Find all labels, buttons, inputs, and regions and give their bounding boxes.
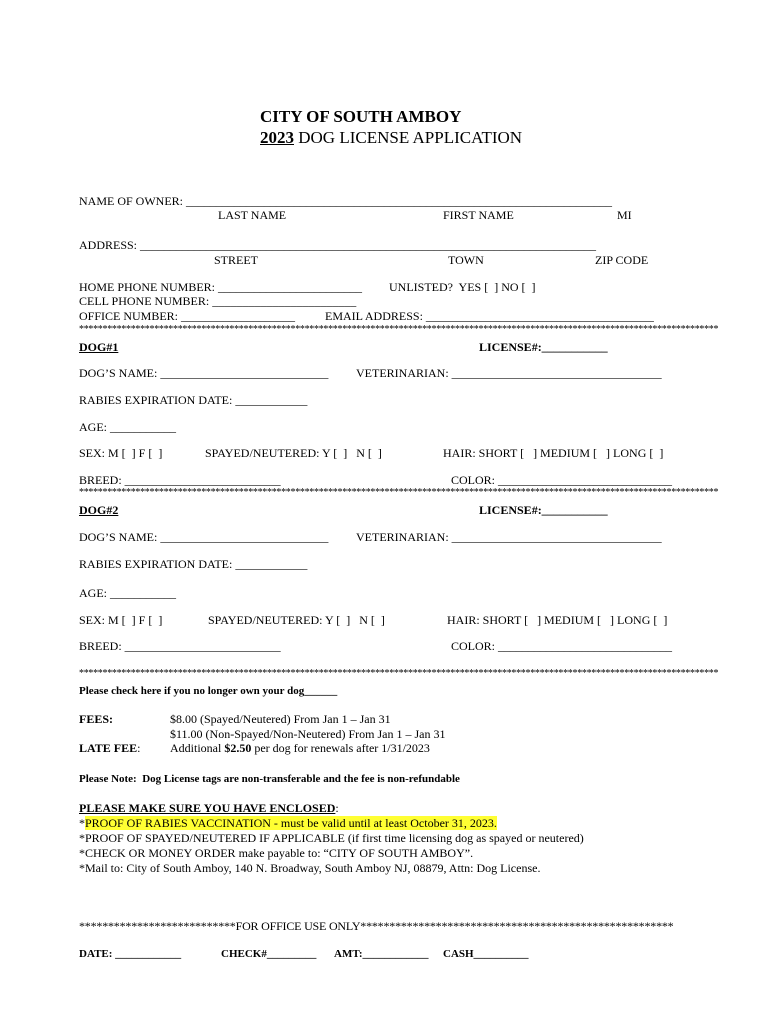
cell-phone-field[interactable]: CELL PHONE NUMBER: ________________________ [79,294,357,308]
home-phone-field[interactable]: HOME PHONE NUMBER: ________________________ [79,280,363,294]
dog2-sex-checkboxes[interactable]: SEX: M [ ] F [ ] [79,613,163,627]
email-field[interactable]: EMAIL ADDRESS: ______________________________________ [325,309,654,323]
dog2-spayed-checkboxes[interactable]: SPAYED/NEUTERED: Y [ ] N [ ] [208,613,385,627]
dog2-hair-checkboxes[interactable]: HAIR: SHORT [ ] MEDIUM [ ] LONG [ ] [447,613,668,627]
dog1-spayed-checkboxes[interactable]: SPAYED/NEUTERED: Y [ ] N [ ] [205,446,382,460]
separator-2: **************************************************************************************************************************************** [79,488,719,498]
late-fee-colon: : [137,741,141,755]
late-fee-amount: $2.50 [224,741,252,755]
sub-town: TOWN [448,253,484,267]
dog2-name-field[interactable]: DOG’S NAME: ____________________________ [79,530,329,544]
late-fee-label [79,741,140,755]
dog2-rabies-field[interactable]: RABIES EXPIRATION DATE: ____________ [79,557,308,571]
fee-non-spayed: $11.00 (Non-Spayed/Non-Neutered) From Jan 1 – Jan 31 [170,727,446,741]
sub-zip: ZIP CODE [595,253,649,267]
sub-mi: MI [617,208,632,222]
dog1-name-field[interactable]: DOG’S NAME: ____________________________ [79,366,329,380]
enclosed-item-spayed: *PROOF OF SPAYED/NEUTERED IF APPLICABLE (if first time licensing dog as spayed or neutered) [79,831,584,845]
sub-street: STREET [214,253,258,267]
license-year: 2023 [260,128,294,147]
dog1-breed-field[interactable]: BREED: __________________________ [79,473,281,487]
sub-last-name: LAST NAME [218,208,287,222]
dog1-age-field[interactable]: AGE: ___________ [79,420,176,434]
dog2-vet-field[interactable]: VETERINARIAN: ___________________________________ [356,530,662,544]
enclosed-heading [79,801,339,815]
dog2-breed-field[interactable]: BREED: __________________________ [79,639,281,653]
late-fee-pre: Additional [170,741,225,755]
office-amt-field[interactable]: AMT:____________ [334,948,429,960]
fees-label: FEES: [79,712,114,726]
enclosed-item-rabies [79,816,497,830]
dog2-heading: DOG#2 [79,503,119,517]
fee-spayed: $8.00 (Spayed/Neutered) From Jan 1 – Jan 31 [170,712,391,726]
dog1-hair-checkboxes[interactable]: HAIR: SHORT [ ] MEDIUM [ ] LONG [ ] [443,446,664,460]
dog1-color-field[interactable]: COLOR: _____________________________ [451,473,673,487]
office-cash-field[interactable]: CASH__________ [443,948,529,960]
office-check-field[interactable]: CHECK#_________ [221,948,317,960]
office-use-banner: ***************************FOR OFFICE USE ONLY****************************************************** [79,919,674,933]
dog1-vet-field[interactable]: VETERINARIAN: ___________________________________ [356,366,662,380]
document-title: CITY OF SOUTH AMBOY [260,107,462,126]
office-date-field[interactable]: DATE: ____________ [79,948,182,960]
sub-first-name: FIRST NAME [443,208,514,222]
dog2-color-field[interactable]: COLOR: _____________________________ [451,639,673,653]
late-fee-post: per dog for renewals after 1/31/2023 [251,741,430,755]
address-field[interactable]: ADDRESS: ____________________________________________________________________________ [79,238,597,252]
late-fee-label-text: LATE FEE [79,741,138,755]
separator-3: **************************************************************************************************************************************** [79,669,719,679]
dog1-rabies-field[interactable]: RABIES EXPIRATION DATE: ____________ [79,393,308,407]
separator-1: **************************************************************************************************************************************** [79,325,719,335]
document-subtitle [260,128,523,147]
enclosed-item-mail: *Mail to: City of South Amboy, 140 N. Broadway, South Amboy NJ, 08879, Attn: Dog License. [79,861,541,875]
rabies-highlight: PROOF OF RABIES VACCINATION - must be valid until at least October 31, 2023. [85,816,497,830]
dog2-license-field[interactable]: LICENSE#:___________ [479,503,608,517]
dog1-heading: DOG#1 [79,340,119,354]
dog1-license-field[interactable]: LICENSE#:___________ [479,340,608,354]
no-longer-own-checkbox[interactable]: Please check here if you no longer own your dog______ [79,685,338,697]
enclosed-heading-colon: : [335,801,339,815]
enclosed-heading-text: PLEASE MAKE SURE YOU HAVE ENCLOSED [79,801,336,815]
office-number-field[interactable]: OFFICE NUMBER: ___________________ [79,309,296,323]
unlisted-checkboxes[interactable]: UNLISTED? YES [ ] NO [ ] [389,280,536,294]
late-fee-text [170,741,430,755]
dog2-age-field[interactable]: AGE: ___________ [79,586,176,600]
owner-name-field[interactable]: NAME OF OWNER: _______________________________________________________________________ [79,194,612,208]
enclosed-item-check: *CHECK OR MONEY ORDER make payable to: “CITY OF SOUTH AMBOY”. [79,846,474,860]
dog1-sex-checkboxes[interactable]: SEX: M [ ] F [ ] [79,446,163,460]
subtitle-text: DOG LICENSE APPLICATION [294,128,523,147]
enclosed-item-rabies-star: * [79,816,85,830]
non-transferable-note: Please Note: Dog License tags are non-transferable and the fee is non-refundable [79,773,460,785]
